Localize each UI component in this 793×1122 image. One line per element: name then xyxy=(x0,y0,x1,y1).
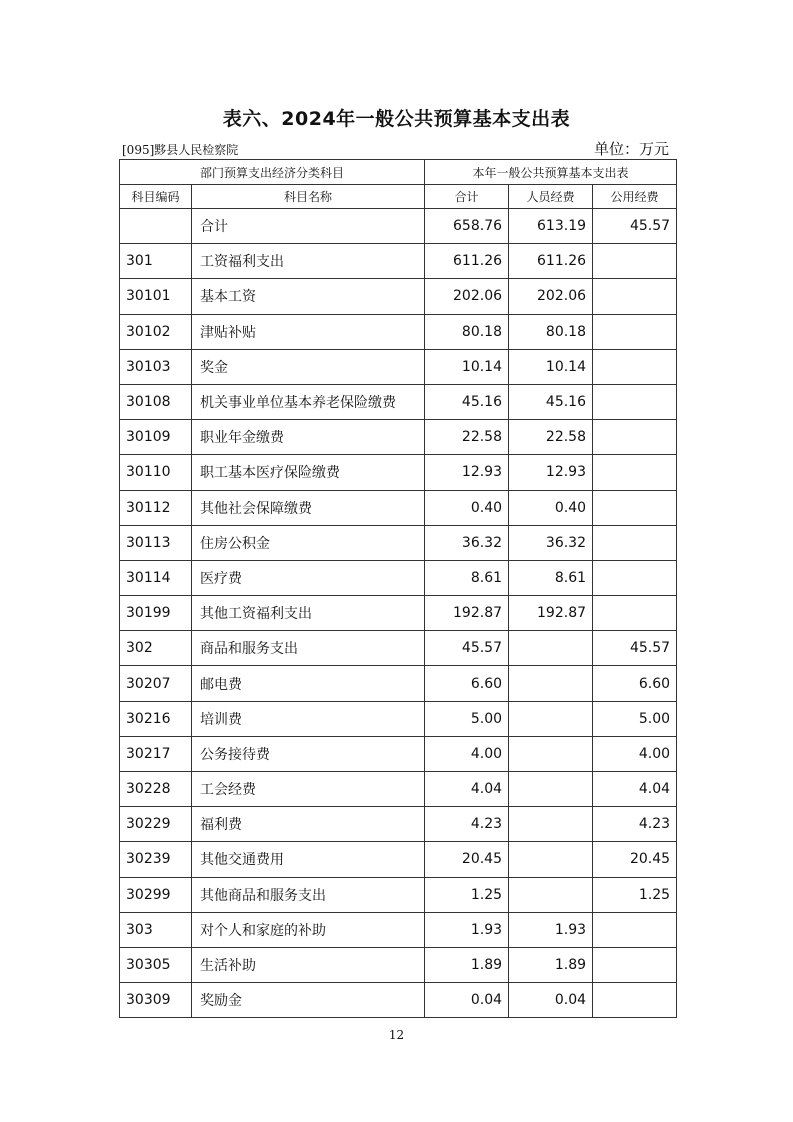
cell-name: 工会经费 xyxy=(192,772,425,807)
cell-code: 30309 xyxy=(120,983,192,1018)
header-group-left: 部门预算支出经济分类科目 xyxy=(120,160,425,185)
cell-name: 其他交通费用 xyxy=(192,842,425,877)
cell-total: 1.93 xyxy=(425,912,509,947)
cell-name: 基本工资 xyxy=(192,279,425,314)
cell-total: 45.16 xyxy=(425,384,509,419)
cell-public xyxy=(593,596,677,631)
cell-total: 202.06 xyxy=(425,279,509,314)
cell-name: 邮电费 xyxy=(192,666,425,701)
cell-public xyxy=(593,983,677,1018)
cell-name: 职工基本医疗保险缴费 xyxy=(192,455,425,490)
cell-total: 4.04 xyxy=(425,772,509,807)
cell-public: 1.25 xyxy=(593,877,677,912)
cell-personnel xyxy=(509,877,593,912)
header-public: 公用经费 xyxy=(593,185,677,209)
cell-public: 45.57 xyxy=(593,209,677,244)
cell-public xyxy=(593,314,677,349)
cell-name: 奖金 xyxy=(192,349,425,384)
cell-personnel: 611.26 xyxy=(509,244,593,279)
cell-total: 6.60 xyxy=(425,666,509,701)
page-number: 12 xyxy=(388,1028,405,1042)
cell-name: 商品和服务支出 xyxy=(192,631,425,666)
cell-personnel: 202.06 xyxy=(509,279,593,314)
cell-code xyxy=(120,209,192,244)
cell-total: 22.58 xyxy=(425,420,509,455)
cell-public xyxy=(593,420,677,455)
cell-total: 0.40 xyxy=(425,490,509,525)
cell-total: 12.93 xyxy=(425,455,509,490)
cell-code: 30239 xyxy=(120,842,192,877)
cell-total: 4.23 xyxy=(425,807,509,842)
header-total: 合计 xyxy=(425,185,509,209)
table-row xyxy=(120,701,677,736)
cell-public: 20.45 xyxy=(593,842,677,877)
cell-code: 30299 xyxy=(120,877,192,912)
table-row xyxy=(120,455,677,490)
cell-personnel: 45.16 xyxy=(509,384,593,419)
table-row xyxy=(120,596,677,631)
cell-name: 公务接待费 xyxy=(192,736,425,771)
header-group-row xyxy=(120,160,677,185)
cell-name: 住房公积金 xyxy=(192,525,425,560)
cell-personnel: 0.40 xyxy=(509,490,593,525)
unit-label: 单位：万元 xyxy=(593,140,669,158)
cell-code: 30103 xyxy=(120,349,192,384)
cell-personnel: 1.89 xyxy=(509,947,593,982)
table-row xyxy=(120,877,677,912)
table-row xyxy=(120,807,677,842)
cell-name: 职业年金缴费 xyxy=(192,420,425,455)
table-row xyxy=(120,842,677,877)
cell-code: 30217 xyxy=(120,736,192,771)
cell-public xyxy=(593,349,677,384)
cell-code: 30101 xyxy=(120,279,192,314)
cell-code: 30216 xyxy=(120,701,192,736)
header-code: 科目编码 xyxy=(120,185,192,209)
cell-name: 其他工资福利支出 xyxy=(192,596,425,631)
cell-total: 36.32 xyxy=(425,525,509,560)
cell-name: 合计 xyxy=(192,209,425,244)
cell-code: 30113 xyxy=(120,525,192,560)
header-name: 科目名称 xyxy=(192,185,425,209)
cell-code: 30112 xyxy=(120,490,192,525)
table-row xyxy=(120,772,677,807)
cell-code: 30305 xyxy=(120,947,192,982)
page-title: 表六、2024年一般公共预算基本支出表 xyxy=(222,108,571,130)
table-row xyxy=(120,209,677,244)
table-row xyxy=(120,736,677,771)
table-row xyxy=(120,947,677,982)
table-row xyxy=(120,983,677,1018)
cell-total: 1.25 xyxy=(425,877,509,912)
cell-personnel: 1.93 xyxy=(509,912,593,947)
cell-name: 医疗费 xyxy=(192,560,425,595)
cell-code: 30110 xyxy=(120,455,192,490)
cell-public: 45.57 xyxy=(593,631,677,666)
cell-personnel: 613.19 xyxy=(509,209,593,244)
cell-total: 611.26 xyxy=(425,244,509,279)
cell-name: 机关事业单位基本养老保险缴费 xyxy=(192,384,425,419)
header-group-right: 本年一般公共预算基本支出表 xyxy=(425,160,677,185)
cell-public xyxy=(593,490,677,525)
budget-table xyxy=(119,159,677,1018)
cell-public: 6.60 xyxy=(593,666,677,701)
cell-personnel: 0.04 xyxy=(509,983,593,1018)
cell-public xyxy=(593,947,677,982)
table-row xyxy=(120,912,677,947)
table-row xyxy=(120,244,677,279)
cell-public: 4.00 xyxy=(593,736,677,771)
cell-name: 工资福利支出 xyxy=(192,244,425,279)
cell-personnel: 10.14 xyxy=(509,349,593,384)
cell-personnel: 8.61 xyxy=(509,560,593,595)
cell-public xyxy=(593,384,677,419)
cell-name: 生活补助 xyxy=(192,947,425,982)
cell-total: 20.45 xyxy=(425,842,509,877)
cell-code: 30108 xyxy=(120,384,192,419)
cell-code: 30207 xyxy=(120,666,192,701)
cell-public: 4.23 xyxy=(593,807,677,842)
unit-org: [095]黟县人民检察院 xyxy=(122,143,239,157)
cell-total: 0.04 xyxy=(425,983,509,1018)
table-row xyxy=(120,490,677,525)
cell-personnel xyxy=(509,807,593,842)
table-row xyxy=(120,560,677,595)
cell-personnel: 80.18 xyxy=(509,314,593,349)
cell-personnel: 36.32 xyxy=(509,525,593,560)
table-body xyxy=(120,209,677,1018)
table-row xyxy=(120,420,677,455)
cell-total: 1.89 xyxy=(425,947,509,982)
cell-code: 301 xyxy=(120,244,192,279)
table-row xyxy=(120,279,677,314)
cell-public xyxy=(593,279,677,314)
table-row xyxy=(120,631,677,666)
cell-personnel: 12.93 xyxy=(509,455,593,490)
cell-total: 80.18 xyxy=(425,314,509,349)
cell-total: 658.76 xyxy=(425,209,509,244)
header-column-row xyxy=(120,185,677,209)
cell-public xyxy=(593,525,677,560)
cell-public: 4.04 xyxy=(593,772,677,807)
cell-public xyxy=(593,455,677,490)
cell-code: 30102 xyxy=(120,314,192,349)
cell-personnel: 22.58 xyxy=(509,420,593,455)
cell-personnel xyxy=(509,666,593,701)
cell-public: 5.00 xyxy=(593,701,677,736)
cell-personnel xyxy=(509,631,593,666)
table-row xyxy=(120,525,677,560)
cell-code: 303 xyxy=(120,912,192,947)
cell-personnel xyxy=(509,701,593,736)
cell-code: 30199 xyxy=(120,596,192,631)
cell-name: 其他商品和服务支出 xyxy=(192,877,425,912)
table-row xyxy=(120,666,677,701)
table-row xyxy=(120,349,677,384)
cell-public xyxy=(593,560,677,595)
cell-name: 津贴补贴 xyxy=(192,314,425,349)
cell-total: 4.00 xyxy=(425,736,509,771)
cell-public xyxy=(593,912,677,947)
cell-code: 30109 xyxy=(120,420,192,455)
cell-personnel xyxy=(509,772,593,807)
cell-public xyxy=(593,244,677,279)
table-row xyxy=(120,384,677,419)
cell-total: 10.14 xyxy=(425,349,509,384)
cell-name: 培训费 xyxy=(192,701,425,736)
cell-code: 30114 xyxy=(120,560,192,595)
cell-name: 其他社会保障缴费 xyxy=(192,490,425,525)
cell-total: 192.87 xyxy=(425,596,509,631)
cell-code: 30229 xyxy=(120,807,192,842)
cell-total: 8.61 xyxy=(425,560,509,595)
cell-total: 5.00 xyxy=(425,701,509,736)
cell-name: 奖励金 xyxy=(192,983,425,1018)
cell-code: 30228 xyxy=(120,772,192,807)
table-row xyxy=(120,314,677,349)
cell-code: 302 xyxy=(120,631,192,666)
cell-name: 福利费 xyxy=(192,807,425,842)
cell-personnel xyxy=(509,842,593,877)
cell-personnel: 192.87 xyxy=(509,596,593,631)
cell-personnel xyxy=(509,736,593,771)
cell-name: 对个人和家庭的补助 xyxy=(192,912,425,947)
cell-total: 45.57 xyxy=(425,631,509,666)
header-personnel: 人员经费 xyxy=(509,185,593,209)
